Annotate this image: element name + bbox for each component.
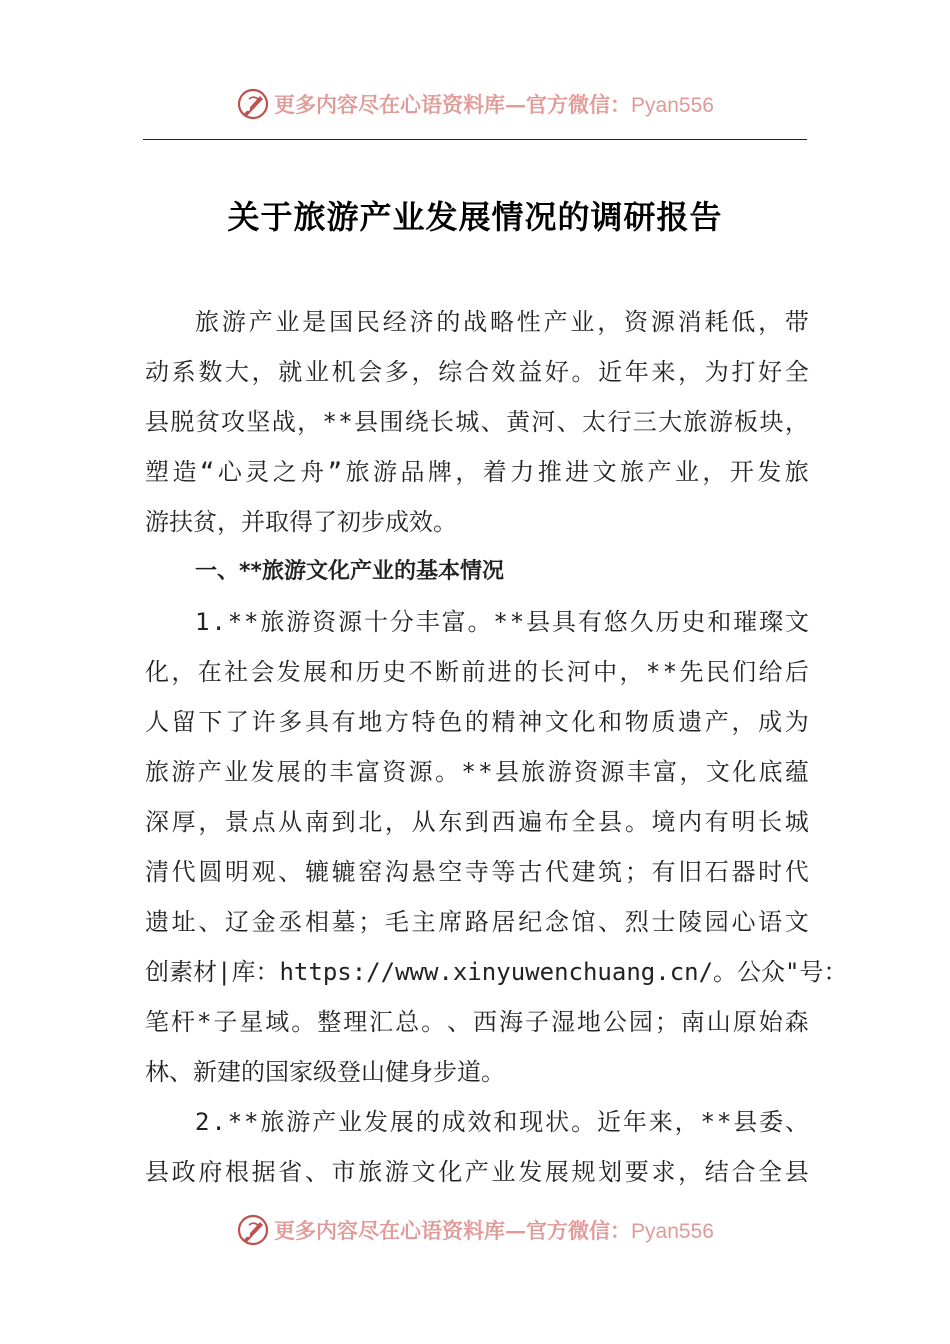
section-heading: 一、**旅游文化产业的基本情况 — [195, 559, 505, 584]
footer-banner — [0, 1210, 950, 1250]
footer-banner-id: Pyan556 — [631, 1220, 714, 1243]
text-line: 塑 造 “ 心 灵 之 舟 ” 旅 游 品 牌 ， 着 力 推 进 文 旅 产 业 ， 开 发 旅 — [145, 458, 809, 486]
document-title: 关于旅游产业发展情况的调研报告 — [227, 198, 723, 236]
header-divider — [143, 139, 807, 140]
pen-logo-icon — [236, 1213, 270, 1247]
text-line: 县 政 府 根 据 省 、 市 旅 游 文 化 产 业 发 展 规 划 要 求 ， 结 合 全 县 — [145, 1158, 809, 1186]
text-line: 动 系 数 大 ， 就 业 机 会 多 ， 综 合 效 益 好 。 近 年 来 ， 为 打 好 全 — [145, 358, 809, 386]
text-line: 笔 杆 * 子 星 域 。 整 理 汇 总 。 、 西 海 子 湿 地 公 园 ； 南 山 原 始 森 — [145, 1008, 809, 1036]
text-line: 遗 址 、 辽 金 丞 相 墓 ； 毛 主 席 路 居 纪 念 馆 、 烈 士 陵 园 心 语 文 — [145, 908, 809, 936]
text-line: 化 ， 在 社 会 发 展 和 历 史 不 断 前 进 的 长 河 中 ， * * 先 民 们 给 后 — [145, 658, 809, 686]
pen-logo-icon — [236, 87, 270, 121]
text-line: 林、新建的国家级登山健身步道。 — [145, 1058, 505, 1086]
text-line: 人 留 下 了 许 多 具 有 地 方 特 色 的 精 神 文 化 和 物 质 遗 产 ， 成 为 — [145, 708, 809, 736]
text-line: 创 素 材 | 库 ： h t t p s : / / w w w . x i n y u w e n c h u a n g . c n / 。 公 众 " 号 ： — [145, 958, 848, 986]
header-banner-id: Pyan556 — [631, 94, 714, 117]
text-line: 2 . * * 旅 游 产 业 发 展 的 成 效 和 现 状 。 近 年 来 ， * * 县 委 、 — [195, 1108, 809, 1136]
text-line: 清 代 圆 明 观 、 辘 辘 窑 沟 悬 空 寺 等 古 代 建 筑 ； 有 旧 石 器 时 代 — [145, 858, 809, 886]
header-banner-text: 更多内容尽在心语资料库—官方微信： — [274, 92, 632, 117]
document-body — [145, 297, 848, 1197]
text-line: 1 . * * 旅 游 资 源 十 分 丰 富 。 * * 县 具 有 悠 久 历 史 和 璀 璨 文 — [195, 608, 809, 636]
text-line: 旅 游 产 业 是 国 民 经 济 的 战 略 性 产 业 ， 资 源 消 耗 低 ， 带 — [195, 308, 809, 336]
footer-banner-text: 更多内容尽在心语资料库—官方微信： — [274, 1218, 632, 1243]
header-banner — [0, 84, 950, 124]
text-line: 县 脱 贫 攻 坚 战 ， * * 县 围 绕 长 城 、 黄 河 、 太 行 三 大 旅 游 板 块 ， — [145, 408, 809, 436]
text-line: 深 厚 ， 景 点 从 南 到 北 ， 从 东 到 西 遍 布 全 县 。 境 内 有 明 长 城 — [145, 808, 809, 836]
text-line: 游扶贫，并取得了初步成效。 — [145, 508, 457, 536]
text-line: 旅 游 产 业 发 展 的 丰 富 资 源 。 * * 县 旅 游 资 源 丰 富 ， 文 化 底 蕴 — [145, 758, 809, 786]
